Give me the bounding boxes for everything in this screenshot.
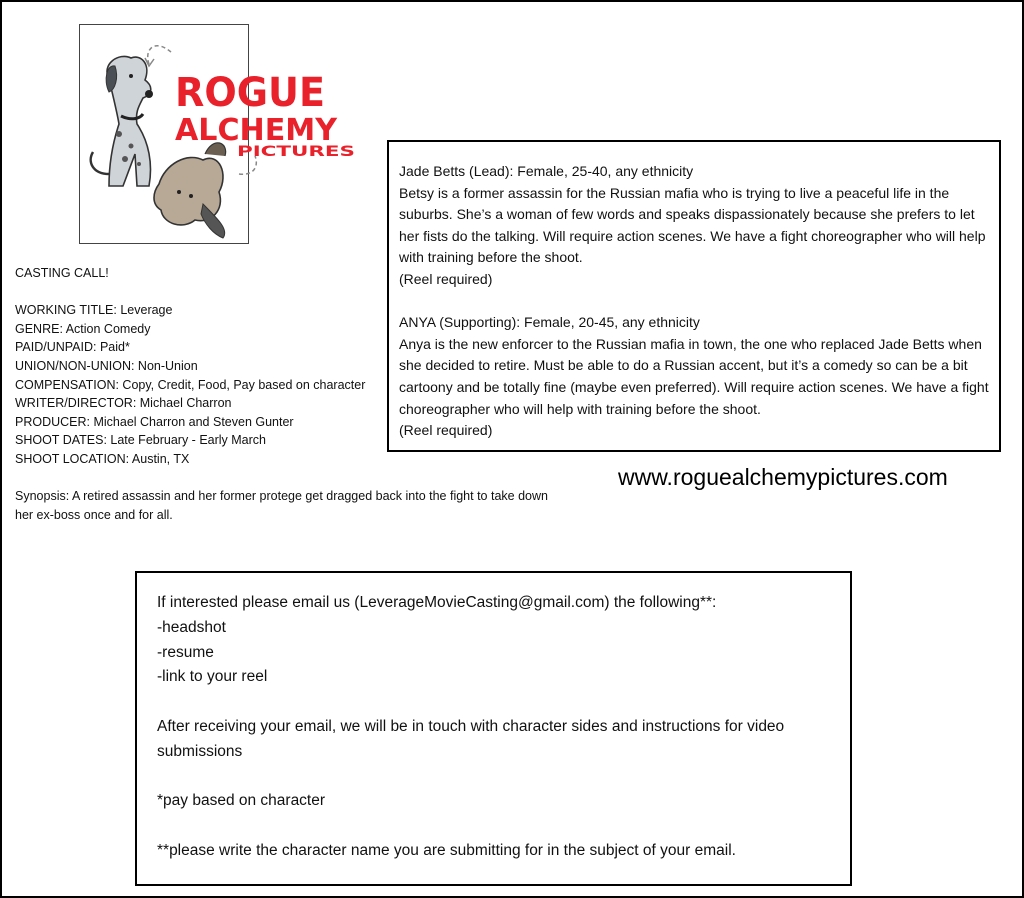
logo-line3: PICTURES bbox=[237, 144, 355, 160]
rogue-alchemy-logo bbox=[79, 24, 369, 244]
website-url: www.roguealchemypictures.com bbox=[618, 464, 948, 490]
role-description-line: suburbs. She’s a woman of few words and speaks dispassionately because she prefers to let bbox=[399, 206, 975, 223]
synopsis-line: Synopsis: A retired assassin and her former protege get dragged back into the fight to take down bbox=[15, 489, 548, 504]
info-line: COMPENSATION: Copy, Credit, Food, Pay based on character bbox=[15, 377, 366, 392]
casting-call-heading: CASTING CALL! bbox=[15, 266, 109, 280]
info-line: SHOOT DATES: Late February - Early March bbox=[15, 433, 266, 448]
info-line: SHOOT LOCATION: Austin, TX bbox=[15, 451, 190, 466]
role-header: ANYA (Supporting): Female, 20-45, any ethnicity bbox=[399, 314, 700, 331]
contact-item: -link to your reel bbox=[157, 668, 268, 686]
role-description-line: cartoony and be totally fine (maybe even preferred). Will require action scenes. We have a fight bbox=[399, 378, 989, 395]
contact-followup: After receiving your email, we will be in touch with character sides and instructions for video bbox=[157, 717, 785, 735]
dashed-arrow-icon bbox=[148, 46, 171, 64]
footnote-subject: **please write the character name you are submitting for in the subject of your email. bbox=[157, 841, 736, 859]
contact-followup: submissions bbox=[157, 742, 243, 760]
contact-intro: If interested please email us (LeverageMovieCasting@gmail.com) the following**: bbox=[157, 594, 717, 611]
role-description-line: with training before the shoot. bbox=[399, 249, 583, 266]
info-line: PRODUCER: Michael Charron and Steven Gunter bbox=[15, 414, 294, 429]
contact-box bbox=[135, 571, 852, 886]
info-line: PAID/UNPAID: Paid* bbox=[15, 340, 130, 355]
role-description-line: her fists do the talking. Will require action scenes. We have a fight choreographer who will help bbox=[399, 227, 986, 244]
info-line: GENRE: Action Comedy bbox=[15, 321, 151, 336]
contact-item: -resume bbox=[157, 643, 214, 661]
role-note: (Reel required) bbox=[399, 422, 493, 439]
synopsis-line: her ex-boss once and for all. bbox=[15, 507, 173, 522]
info-line: WRITER/DIRECTOR: Michael Charron bbox=[15, 396, 232, 411]
footnote-pay: *pay based on character bbox=[157, 792, 326, 810]
logo-line2: ALCHEMY bbox=[175, 113, 339, 148]
contact-item: -headshot bbox=[157, 618, 226, 636]
role-header: Jade Betts (Lead): Female, 25-40, any ethnicity bbox=[399, 163, 694, 179]
role-description-line: Betsy is a former assassin for the Russian mafia who is trying to live a peaceful life in the bbox=[399, 184, 950, 201]
roles-box bbox=[387, 140, 1001, 452]
role-description-line: choreographer who will help with training before the shoot. bbox=[399, 400, 761, 417]
logo-line1: ROGUE bbox=[175, 70, 325, 116]
info-line: UNION/NON-UNION: Non-Union bbox=[15, 358, 198, 373]
sitting-dog-icon bbox=[91, 56, 153, 186]
rolling-dog-icon bbox=[154, 143, 226, 238]
role-note: (Reel required) bbox=[399, 270, 493, 287]
role-description-line: Anya is the new enforcer to the Russian mafia in town, the one who replaced Jade Betts when bbox=[399, 335, 982, 352]
info-line: WORKING TITLE: Leverage bbox=[15, 303, 173, 318]
role-description-line: she decided to retire. Must be able to do a Russian accent, but it’s a comedy so can be a bit bbox=[399, 357, 968, 374]
